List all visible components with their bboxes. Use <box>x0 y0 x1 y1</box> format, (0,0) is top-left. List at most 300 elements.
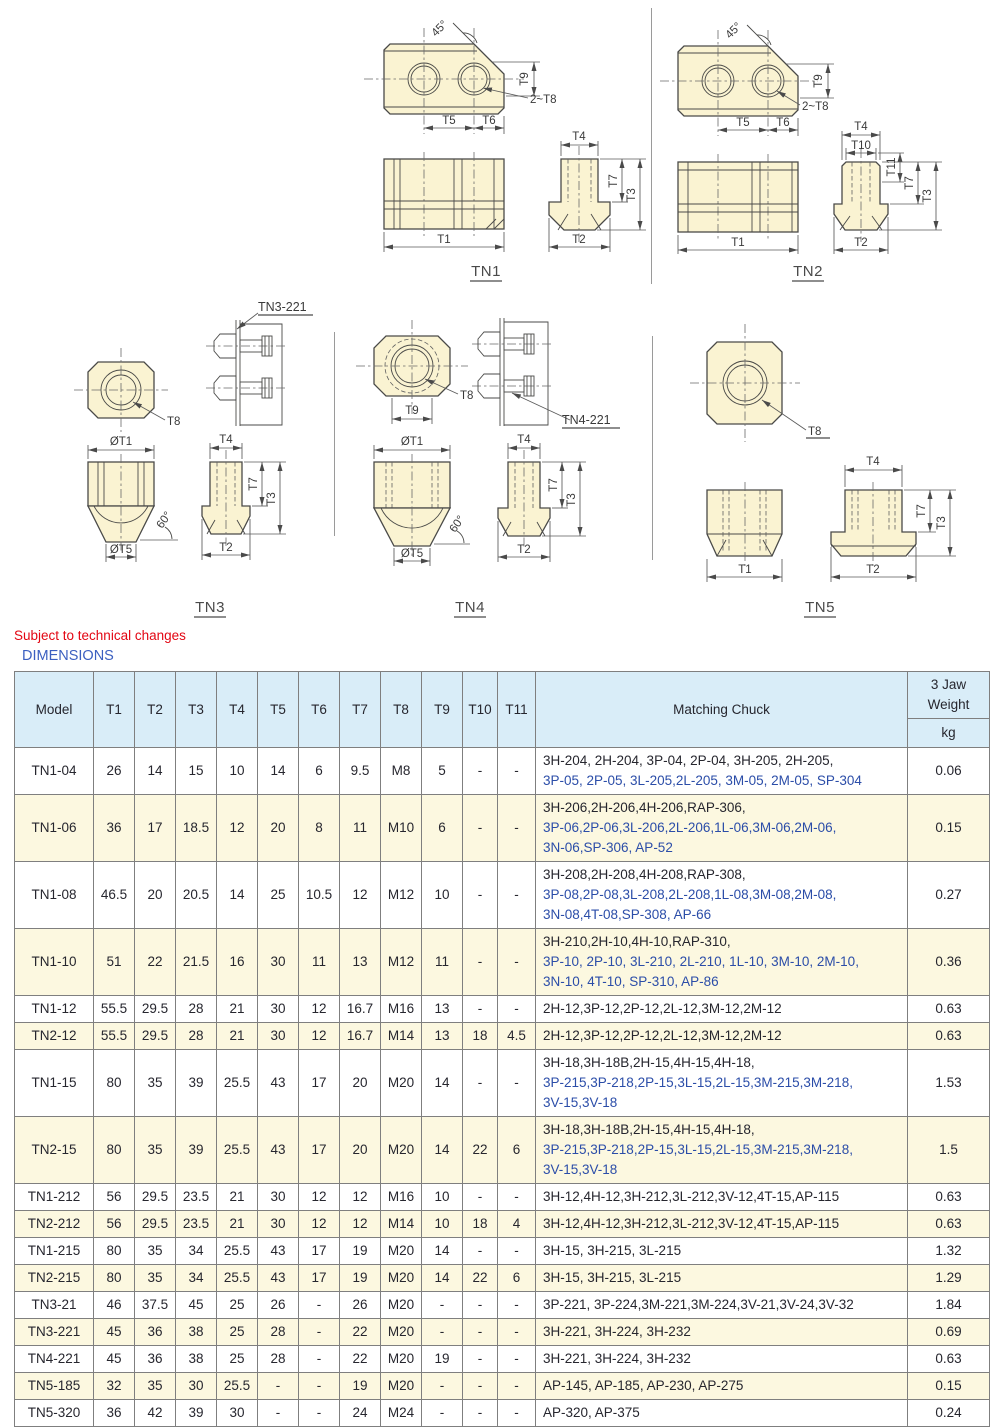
column-header-t9: T9 <box>422 672 463 748</box>
column-header-t4: T4 <box>217 672 258 748</box>
value-cell: M20 <box>381 1346 422 1373</box>
value-cell: 35 <box>135 1265 176 1292</box>
value-cell: M16 <box>381 1184 422 1211</box>
weight-cell: 0.27 <box>908 862 990 929</box>
tn5-title: TN5 <box>805 599 835 616</box>
table-row-tn4-221 <box>15 1346 990 1373</box>
value-cell: 43 <box>258 1117 299 1184</box>
value-cell: 21 <box>217 1023 258 1050</box>
value-cell: - <box>498 862 536 929</box>
tn1-t9-label: T9 <box>519 72 531 86</box>
value-cell: 37.5 <box>135 1292 176 1319</box>
tn2-t7-label: T7 <box>904 176 916 190</box>
value-cell: M20 <box>381 1238 422 1265</box>
matching-chuck-cell <box>536 996 908 1023</box>
tn1-t6-label: T6 <box>482 115 496 127</box>
column-header-matching-chuck: Matching Chuck <box>536 672 908 748</box>
value-cell: 30 <box>258 996 299 1023</box>
chuck-text-segment: 3H-208,2H-208,4H-208,RAP-308, <box>543 867 746 882</box>
value-cell: 20 <box>340 1117 381 1184</box>
tn2-t9-label: T9 <box>813 74 825 88</box>
section-divider <box>651 8 652 284</box>
table-row-tn2-212 <box>15 1211 990 1238</box>
value-cell: 36 <box>94 795 135 862</box>
value-cell: M14 <box>381 1211 422 1238</box>
value-cell: 28 <box>176 996 217 1023</box>
value-cell: 12 <box>340 1184 381 1211</box>
chuck-text-segment: 3H-221, 3H-224, 3H-232 <box>543 1324 691 1339</box>
matching-chuck-cell <box>536 929 908 996</box>
value-cell: 39 <box>176 1050 217 1117</box>
table-row-tn1-15 <box>15 1050 990 1117</box>
tn4-t4-label: T4 <box>517 434 531 446</box>
value-cell: M20 <box>381 1117 422 1184</box>
chuck-text-segment: 3H-12,4H-12,3H-212,3L-212,3V-12,4T-15,AP-115 <box>543 1189 840 1204</box>
value-cell: 14 <box>135 748 176 795</box>
value-cell: - <box>463 1346 498 1373</box>
value-cell: 18.5 <box>176 795 217 862</box>
value-cell: 13 <box>422 996 463 1023</box>
chuck-text-segment: 3H-15, 3H-215, 3L-215 <box>543 1270 682 1285</box>
value-cell: M20 <box>381 1265 422 1292</box>
value-cell: 56 <box>94 1211 135 1238</box>
tn4-angle-label: 60° <box>447 513 468 535</box>
tn1-t7-label: T7 <box>608 174 620 188</box>
value-cell: M20 <box>381 1050 422 1117</box>
tn2-t11-label: T11 <box>886 157 898 177</box>
value-cell: M16 <box>381 996 422 1023</box>
value-cell: 21 <box>217 1211 258 1238</box>
model-cell: TN2-212 <box>15 1211 94 1238</box>
model-cell: TN2-215 <box>15 1265 94 1292</box>
table-row-tn5-320 <box>15 1400 990 1427</box>
value-cell: 42 <box>135 1400 176 1427</box>
value-cell: 22 <box>340 1319 381 1346</box>
value-cell: 14 <box>422 1117 463 1184</box>
value-cell: 25.5 <box>217 1117 258 1184</box>
value-cell: 30 <box>258 1184 299 1211</box>
value-cell: M20 <box>381 1319 422 1346</box>
value-cell: - <box>498 1400 536 1427</box>
matching-chuck-cell <box>536 748 908 795</box>
tn2-t3-label: T3 <box>922 189 934 203</box>
value-cell: 36 <box>94 1400 135 1427</box>
value-cell: 20 <box>258 795 299 862</box>
weight-cell: 1.5 <box>908 1117 990 1184</box>
chuck-text-segment: 3P-05, 2P-05, 3L-205,2L-205, 3M-05, 2M-05, SP-304 <box>543 773 862 788</box>
weight-cell: 0.36 <box>908 929 990 996</box>
column-header-t7: T7 <box>340 672 381 748</box>
table-row-tn1-215 <box>15 1238 990 1265</box>
value-cell: 36 <box>135 1319 176 1346</box>
weight-cell: 0.15 <box>908 1373 990 1400</box>
chuck-text-segment: 3H-210,2H-10,4H-10,RAP-310, <box>543 934 731 949</box>
chuck-text-segment: 3P-215,3P-218,2P-15,3L-15,2L-15,3M-215,3M-218, <box>543 1075 853 1090</box>
chuck-text-segment: 3H-206,2H-206,4H-206,RAP-306, <box>543 800 746 815</box>
value-cell: - <box>463 1184 498 1211</box>
section-divider <box>652 336 653 560</box>
tn3-bolt-assembly <box>206 334 286 400</box>
value-cell: 35 <box>135 1050 176 1117</box>
table-row-tn2-12 <box>15 1023 990 1050</box>
value-cell: - <box>422 1373 463 1400</box>
value-cell: 32 <box>94 1373 135 1400</box>
weight-unit-header: kg <box>908 719 990 748</box>
tn4-t9-label: T9 <box>405 405 419 417</box>
value-cell: 20 <box>340 1050 381 1117</box>
value-cell: 46 <box>94 1292 135 1319</box>
value-cell: - <box>299 1319 340 1346</box>
value-cell: 22 <box>135 929 176 996</box>
table-row-tn2-215 <box>15 1265 990 1292</box>
value-cell: 56 <box>94 1184 135 1211</box>
model-cell: TN1-212 <box>15 1184 94 1211</box>
value-cell: - <box>422 1292 463 1319</box>
model-cell: TN5-185 <box>15 1373 94 1400</box>
value-cell: 26 <box>340 1292 381 1319</box>
value-cell: 13 <box>340 929 381 996</box>
value-cell: 11 <box>299 929 340 996</box>
model-cell: TN5-320 <box>15 1400 94 1427</box>
matching-chuck-cell <box>536 1373 908 1400</box>
value-cell: 11 <box>422 929 463 996</box>
tn4-t8-label: T8 <box>460 390 474 402</box>
value-cell: 39 <box>176 1400 217 1427</box>
model-cell: TN2-12 <box>15 1023 94 1050</box>
value-cell: - <box>463 1319 498 1346</box>
value-cell: 17 <box>299 1265 340 1292</box>
matching-chuck-cell <box>536 1211 908 1238</box>
value-cell: 4 <box>498 1211 536 1238</box>
weight-cell: 0.63 <box>908 1023 990 1050</box>
value-cell: 10.5 <box>299 862 340 929</box>
value-cell: 45 <box>94 1319 135 1346</box>
weight-cell: 0.63 <box>908 1346 990 1373</box>
weight-cell: 0.06 <box>908 748 990 795</box>
value-cell: - <box>498 929 536 996</box>
matching-chuck-cell <box>536 1292 908 1319</box>
value-cell: 14 <box>217 862 258 929</box>
tn2-t2-label: T2 <box>854 237 868 249</box>
tn3-t7-label: T7 <box>248 477 260 491</box>
table-row-tn1-04 <box>15 748 990 795</box>
value-cell: 10 <box>217 748 258 795</box>
value-cell: 20.5 <box>176 862 217 929</box>
value-cell: - <box>463 929 498 996</box>
value-cell: 14 <box>258 748 299 795</box>
value-cell: 28 <box>258 1319 299 1346</box>
tn1-t3-label: T3 <box>626 188 638 202</box>
value-cell: 19 <box>422 1346 463 1373</box>
chuck-text-segment: AP-145, AP-185, AP-230, AP-275 <box>543 1378 744 1393</box>
column-header-t8: T8 <box>381 672 422 748</box>
value-cell: 34 <box>176 1238 217 1265</box>
value-cell: 22 <box>463 1117 498 1184</box>
tn1-t1-label: T1 <box>437 234 451 246</box>
value-cell: 9.5 <box>340 748 381 795</box>
chuck-text-segment: 3H-15, 3H-215, 3L-215 <box>543 1243 682 1258</box>
tn1-2t8-label: 2~T8 <box>530 94 557 106</box>
value-cell: M12 <box>381 929 422 996</box>
chuck-text-segment: 3V-15,3V-18 <box>543 1162 618 1177</box>
value-cell: 34 <box>176 1265 217 1292</box>
value-cell: 17 <box>299 1117 340 1184</box>
value-cell: 10 <box>422 1184 463 1211</box>
tn3-dt1-label: ØT1 <box>109 436 133 448</box>
tn2-t5-label: T5 <box>736 117 750 129</box>
value-cell: 8 <box>299 795 340 862</box>
column-header-t5: T5 <box>258 672 299 748</box>
value-cell: - <box>463 1292 498 1319</box>
column-header-3-jaw-weight: 3 Jaw Weight <box>908 672 990 719</box>
value-cell: 29.5 <box>135 1184 176 1211</box>
column-header-model: Model <box>15 672 94 748</box>
value-cell: 35 <box>135 1238 176 1265</box>
value-cell: 21.5 <box>176 929 217 996</box>
value-cell: 51 <box>94 929 135 996</box>
value-cell: 14 <box>422 1265 463 1292</box>
value-cell: - <box>498 748 536 795</box>
tn5-t4-label: T4 <box>866 456 880 468</box>
value-cell: 6 <box>498 1265 536 1292</box>
value-cell: 28 <box>176 1023 217 1050</box>
model-cell: TN3-221 <box>15 1319 94 1346</box>
value-cell: 26 <box>258 1292 299 1319</box>
tn1-t4-label: T4 <box>572 131 586 143</box>
tn4-t3-label: T3 <box>566 493 578 507</box>
column-header-t3: T3 <box>176 672 217 748</box>
value-cell: 17 <box>299 1238 340 1265</box>
value-cell: - <box>463 1050 498 1117</box>
tn4-bolt-assembly <box>472 332 554 398</box>
tn5-t7-label: T7 <box>916 504 928 518</box>
chuck-text-segment: 3P-08,2P-08,3L-208,2L-208,1L-08,3M-08,2M-08, <box>543 887 837 902</box>
tn2-angle-label: 45° <box>723 20 745 42</box>
tn2-title: TN2 <box>793 263 823 280</box>
value-cell: 25.5 <box>217 1373 258 1400</box>
tn5-t1-label: T1 <box>738 564 752 576</box>
value-cell: 19 <box>340 1373 381 1400</box>
tn3-angle-label: 60° <box>154 509 175 531</box>
value-cell: 10 <box>422 862 463 929</box>
chuck-text-segment: 3P-221, 3P-224,3M-221,3M-224,3V-21,3V-24,3V-32 <box>543 1297 854 1312</box>
value-cell: 28 <box>258 1346 299 1373</box>
table-header <box>15 672 990 748</box>
tn3-dt5-label: ØT5 <box>109 544 133 556</box>
table-row-tn1-12 <box>15 996 990 1023</box>
value-cell: 21 <box>217 996 258 1023</box>
chuck-text-segment: 3V-15,3V-18 <box>543 1095 618 1110</box>
value-cell: - <box>463 748 498 795</box>
value-cell: - <box>299 1346 340 1373</box>
value-cell: 12 <box>299 1023 340 1050</box>
value-cell: 6 <box>498 1117 536 1184</box>
value-cell: 16.7 <box>340 1023 381 1050</box>
weight-cell: 1.32 <box>908 1238 990 1265</box>
value-cell: 23.5 <box>176 1211 217 1238</box>
column-header-t10: T10 <box>463 672 498 748</box>
value-cell: 35 <box>135 1373 176 1400</box>
value-cell: 22 <box>463 1265 498 1292</box>
table-row-tn1-212 <box>15 1184 990 1211</box>
chuck-text-segment: 3P-06,2P-06,3L-206,2L-206,1L-06,3M-06,2M-06, <box>543 820 837 835</box>
value-cell: 12 <box>217 795 258 862</box>
tn3-title: TN3 <box>195 599 225 616</box>
weight-cell: 1.84 <box>908 1292 990 1319</box>
value-cell: - <box>463 862 498 929</box>
value-cell: 30 <box>176 1373 217 1400</box>
value-cell: 19 <box>340 1265 381 1292</box>
chuck-text-segment: 3H-18,3H-18B,2H-15,4H-15,4H-18, <box>543 1122 755 1137</box>
matching-chuck-cell <box>536 862 908 929</box>
tn1-t5-label: T5 <box>442 115 456 127</box>
value-cell: 10 <box>422 1211 463 1238</box>
model-cell: TN1-215 <box>15 1238 94 1265</box>
model-cell: TN1-10 <box>15 929 94 996</box>
matching-chuck-cell <box>536 1319 908 1346</box>
value-cell: 11 <box>340 795 381 862</box>
matching-chuck-cell <box>536 795 908 862</box>
weight-cell: 0.63 <box>908 1211 990 1238</box>
tn4-t2-label: T2 <box>517 544 531 556</box>
value-cell: 38 <box>176 1346 217 1373</box>
value-cell: 30 <box>258 1211 299 1238</box>
tn4-t7-label: T7 <box>548 478 560 492</box>
matching-chuck-cell <box>536 1117 908 1184</box>
weight-cell: 0.69 <box>908 1319 990 1346</box>
value-cell: 12 <box>299 996 340 1023</box>
column-header-t2: T2 <box>135 672 176 748</box>
value-cell: 15 <box>176 748 217 795</box>
value-cell: 12 <box>340 862 381 929</box>
tn5-drawing <box>660 294 995 620</box>
table-row-tn2-15 <box>15 1117 990 1184</box>
value-cell: 80 <box>94 1238 135 1265</box>
matching-chuck-cell <box>536 1238 908 1265</box>
tn4-callout: TN4-221 <box>562 413 611 427</box>
value-cell: - <box>258 1373 299 1400</box>
value-cell: 6 <box>422 795 463 862</box>
tn4-drawing <box>340 294 650 620</box>
value-cell: - <box>258 1400 299 1427</box>
value-cell: 18 <box>463 1023 498 1050</box>
value-cell: M12 <box>381 862 422 929</box>
chuck-text-segment: 3N-08,4T-08,SP-308, AP-66 <box>543 907 712 922</box>
dimensions-section-title: DIMENSIONS <box>22 648 114 664</box>
model-cell: TN1-12 <box>15 996 94 1023</box>
technical-changes-notice: Subject to technical changes <box>14 628 186 643</box>
value-cell: 25 <box>217 1346 258 1373</box>
value-cell: - <box>498 1238 536 1265</box>
matching-chuck-cell <box>536 1265 908 1292</box>
matching-chuck-cell <box>536 1184 908 1211</box>
value-cell: - <box>463 1373 498 1400</box>
model-cell: TN1-08 <box>15 862 94 929</box>
tn3-callout: TN3-221 <box>258 300 307 314</box>
value-cell: 43 <box>258 1265 299 1292</box>
chuck-text-segment: 3H-221, 3H-224, 3H-232 <box>543 1351 691 1366</box>
value-cell: 20 <box>135 862 176 929</box>
value-cell: 12 <box>299 1184 340 1211</box>
value-cell: 12 <box>340 1211 381 1238</box>
tn2-2t8-label: 2~T8 <box>802 101 829 113</box>
tn1-angle-label: 45° <box>429 18 451 40</box>
model-cell: TN2-15 <box>15 1117 94 1184</box>
dimensions-table-wrapper <box>14 671 989 1427</box>
value-cell: 80 <box>94 1050 135 1117</box>
weight-cell: 1.29 <box>908 1265 990 1292</box>
value-cell: M20 <box>381 1373 422 1400</box>
value-cell: 29.5 <box>135 1211 176 1238</box>
tn2-t6-label: T6 <box>776 117 790 129</box>
value-cell: 25 <box>217 1319 258 1346</box>
model-cell: TN1-04 <box>15 748 94 795</box>
value-cell: 17 <box>299 1050 340 1117</box>
value-cell: 29.5 <box>135 1023 176 1050</box>
value-cell: - <box>463 1400 498 1427</box>
table-row-tn5-185 <box>15 1373 990 1400</box>
value-cell: 39 <box>176 1117 217 1184</box>
tn4-title: TN4 <box>455 599 485 616</box>
value-cell: 25.5 <box>217 1265 258 1292</box>
value-cell: 55.5 <box>94 1023 135 1050</box>
value-cell: - <box>498 1292 536 1319</box>
value-cell: 25 <box>258 862 299 929</box>
value-cell: - <box>299 1292 340 1319</box>
weight-cell: 0.63 <box>908 996 990 1023</box>
value-cell: 23.5 <box>176 1184 217 1211</box>
value-cell: - <box>463 996 498 1023</box>
tn3-t8-label: T8 <box>167 416 181 428</box>
table-row-tn3-21 <box>15 1292 990 1319</box>
model-cell: TN3-21 <box>15 1292 94 1319</box>
tn3-t3-label: T3 <box>266 492 278 506</box>
value-cell: 29.5 <box>135 996 176 1023</box>
weight-cell: 0.24 <box>908 1400 990 1427</box>
value-cell: - <box>299 1400 340 1427</box>
matching-chuck-cell <box>536 1023 908 1050</box>
value-cell: 18 <box>463 1211 498 1238</box>
value-cell: - <box>463 1238 498 1265</box>
model-cell: TN1-15 <box>15 1050 94 1117</box>
chuck-text-segment: 3H-18,3H-18B,2H-15,4H-15,4H-18, <box>543 1055 755 1070</box>
value-cell: - <box>498 1346 536 1373</box>
value-cell: 25.5 <box>217 1238 258 1265</box>
value-cell: - <box>422 1319 463 1346</box>
tn5-t2-label: T2 <box>866 564 880 576</box>
weight-cell: 1.53 <box>908 1050 990 1117</box>
tn5-t3-label: T3 <box>936 516 948 530</box>
value-cell: - <box>498 795 536 862</box>
chuck-text-segment: 3H-12,4H-12,3H-212,3L-212,3V-12,4T-15,AP-115 <box>543 1216 840 1231</box>
chuck-text-segment: 2H-12,3P-12,2P-12,2L-12,3M-12,2M-12 <box>543 1028 782 1043</box>
value-cell: M10 <box>381 795 422 862</box>
value-cell: 21 <box>217 1184 258 1211</box>
value-cell: 35 <box>135 1117 176 1184</box>
value-cell: - <box>498 1050 536 1117</box>
value-cell: 30 <box>258 1023 299 1050</box>
value-cell: - <box>498 996 536 1023</box>
value-cell: 6 <box>299 748 340 795</box>
value-cell: 30 <box>258 929 299 996</box>
matching-chuck-cell <box>536 1400 908 1427</box>
table-row-tn1-06 <box>15 795 990 862</box>
value-cell: 5 <box>422 748 463 795</box>
column-header-t6: T6 <box>299 672 340 748</box>
value-cell: - <box>422 1400 463 1427</box>
table-row-tn3-221 <box>15 1319 990 1346</box>
value-cell: 12 <box>299 1211 340 1238</box>
